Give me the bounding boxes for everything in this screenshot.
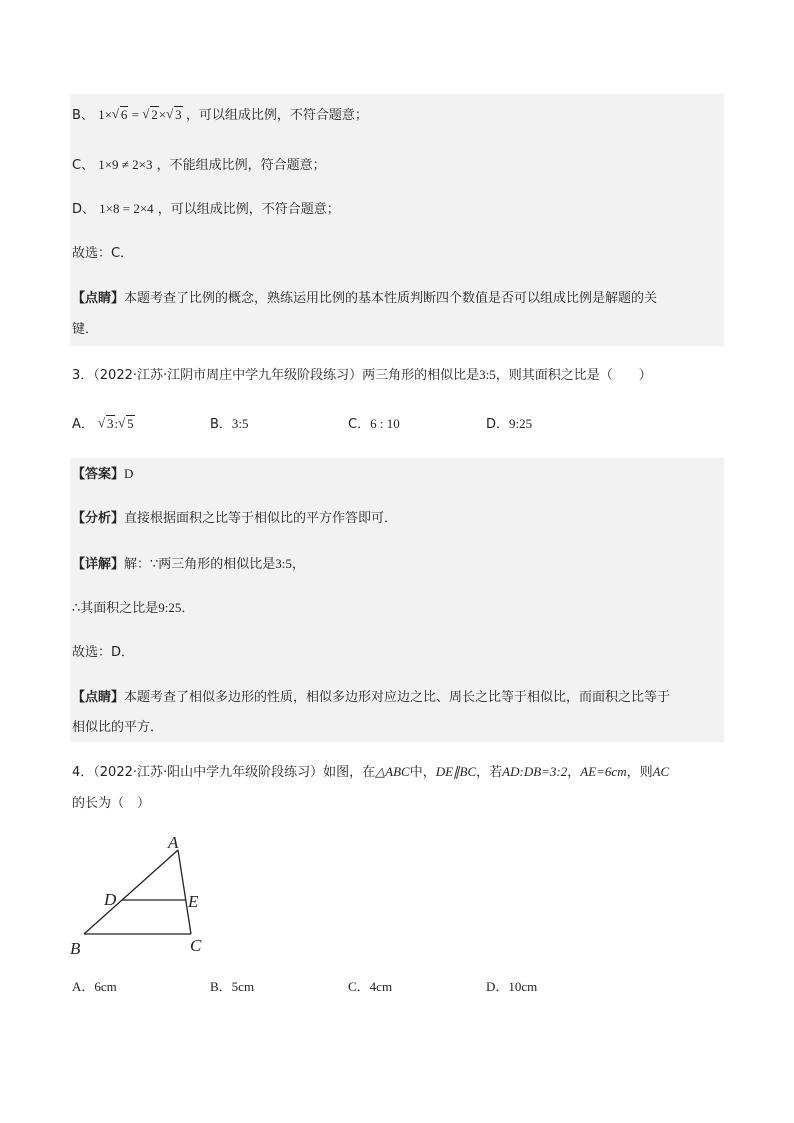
q2-solution-background [70,94,724,346]
label-c: C [190,936,202,955]
q4-option-b[interactable]: B．5cm [210,979,255,994]
q3-stem: 3．（2022·江苏·江阴市周庄中学九年级阶段练习）两三角形的相似比是3:5，则其面积之比是（ ） [72,367,652,383]
q3-option-d[interactable]: D．9:25 [486,416,533,432]
q4-option-c[interactable]: C．4cm [348,979,393,994]
q2-remark-cont: 键． [72,322,99,337]
q3-analysis: 【分析】直接根据面积之比等于相似比的平方作答即可． [72,511,398,526]
option-d-formula: 1×8 = 2×4 [99,201,154,216]
segment-ab [84,850,178,934]
remark-label: 【点睛】 [72,291,125,306]
q3-detail: 【详解】解：∵两三角形的相似比是3:5， [72,556,305,572]
q2-remark: 【点睛】本题考查了比例的概念，熟练运用比例的基本性质判断四个数值是否可以组成比例是解题的关 [72,291,658,306]
option-b-analysis: B、 1×√ 6 = √ 2×√ 3 ，可以组成比例，不符合题意； [72,106,368,125]
q3-detail-result: ∴其面积之比是9:25． [72,600,195,616]
label-d: D [104,890,117,909]
label-e: E [188,892,199,911]
q3-answer: 【答案】D [72,466,134,482]
q3-remark: 【点睛】本题考查了相似多边形的性质，相似多边形对应边之比、周长之比等于相似比，而面积之比等于 [72,690,671,705]
q3-choice: 故选：D． [72,645,135,660]
q4-stem: 4．（2022·江苏·阳山中学九年级阶段练习）如图，在△ABC中，DE∥BC，若AD:DB=3:2，AE=6cm，则AC [72,764,670,780]
label-a: A [168,833,179,852]
q3-option-c[interactable]: C．6 : 10 [348,416,400,432]
q2-choice: 故选：C． [72,246,134,261]
q4-option-d[interactable]: D．10cm [486,979,538,994]
q3-remark-cont: 相似比的平方． [72,720,164,735]
label-b: B [70,939,81,958]
q3-option-a[interactable]: A． √ 3:√ 5 [72,415,135,434]
q4-option-a[interactable]: A．6cm [72,979,117,994]
option-c-formula: 1×9 ≠ 2×3 [98,157,153,172]
option-d-analysis: D、 1×8 = 2×4 ，可以组成比例，不符合题意； [72,201,340,217]
triangle-figure [68,830,218,962]
q3-option-b[interactable]: B．3:5 [210,416,249,432]
q4-stem-cont: 的长为（ ） [72,796,151,811]
option-c-analysis: C、 1×9 ≠ 2×3 ，不能组成比例，符合题意； [72,157,326,173]
option-b-formula: 1×√ 6 = √ 2×√ 3 [98,107,186,122]
